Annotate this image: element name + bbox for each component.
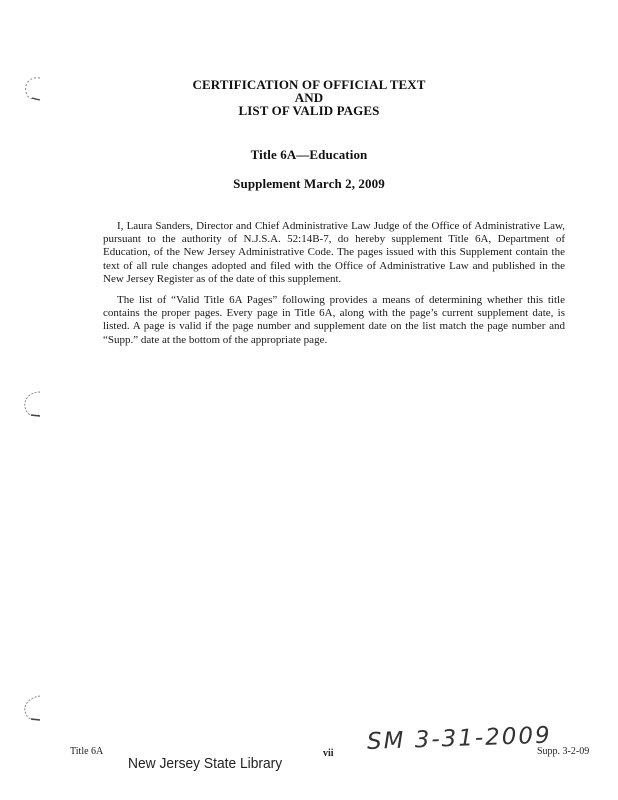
footer-supplement-date: Supp. 3-2-09 — [537, 746, 590, 757]
library-stamp: New Jersey State Library — [128, 755, 283, 772]
certification-heading: CERTIFICATION OF OFFICIAL TEXT — [192, 77, 426, 92]
footer-title: Title 6A — [70, 746, 104, 757]
title-heading: Title 6A—Education — [250, 147, 368, 162]
certification-paragraph: I, Laura Sanders, Director and Chief Administrative Law Judge of the Office of Administrative Law, pursuant to the authority of N.J.S.A. 52:14B-7, do hereby supplement Title 6A, Department of Education, of the New Jersey Administrative Code. The pages issued with this Supplement contain the text of all rule changes adopted and filed with the Office of Administrative Law and published in the New Jersey Register as of the date of this supplement. — [103, 220, 565, 285]
handwritten-note: SM 3-31-2009 — [366, 722, 553, 755]
punch-hole-icon — [18, 388, 52, 422]
valid-pages-heading: LIST OF VALID PAGES — [238, 103, 380, 118]
certification-heading-and: AND — [294, 90, 324, 105]
valid-pages-paragraph: The list of “Valid Title 6A Pages” following provides a means of determining whether this title contains the proper pages. Every page in Title 6A, along with the page’s current supplement date, is listed. A page is valid if the page number and supplement date on the list match the page number and “Supp.” date at the bottom of the appropriate page. — [103, 294, 565, 346]
page-number: vii — [323, 748, 334, 759]
supplement-date-heading: Supplement March 2, 2009 — [233, 176, 385, 191]
punch-hole-icon — [18, 692, 52, 726]
